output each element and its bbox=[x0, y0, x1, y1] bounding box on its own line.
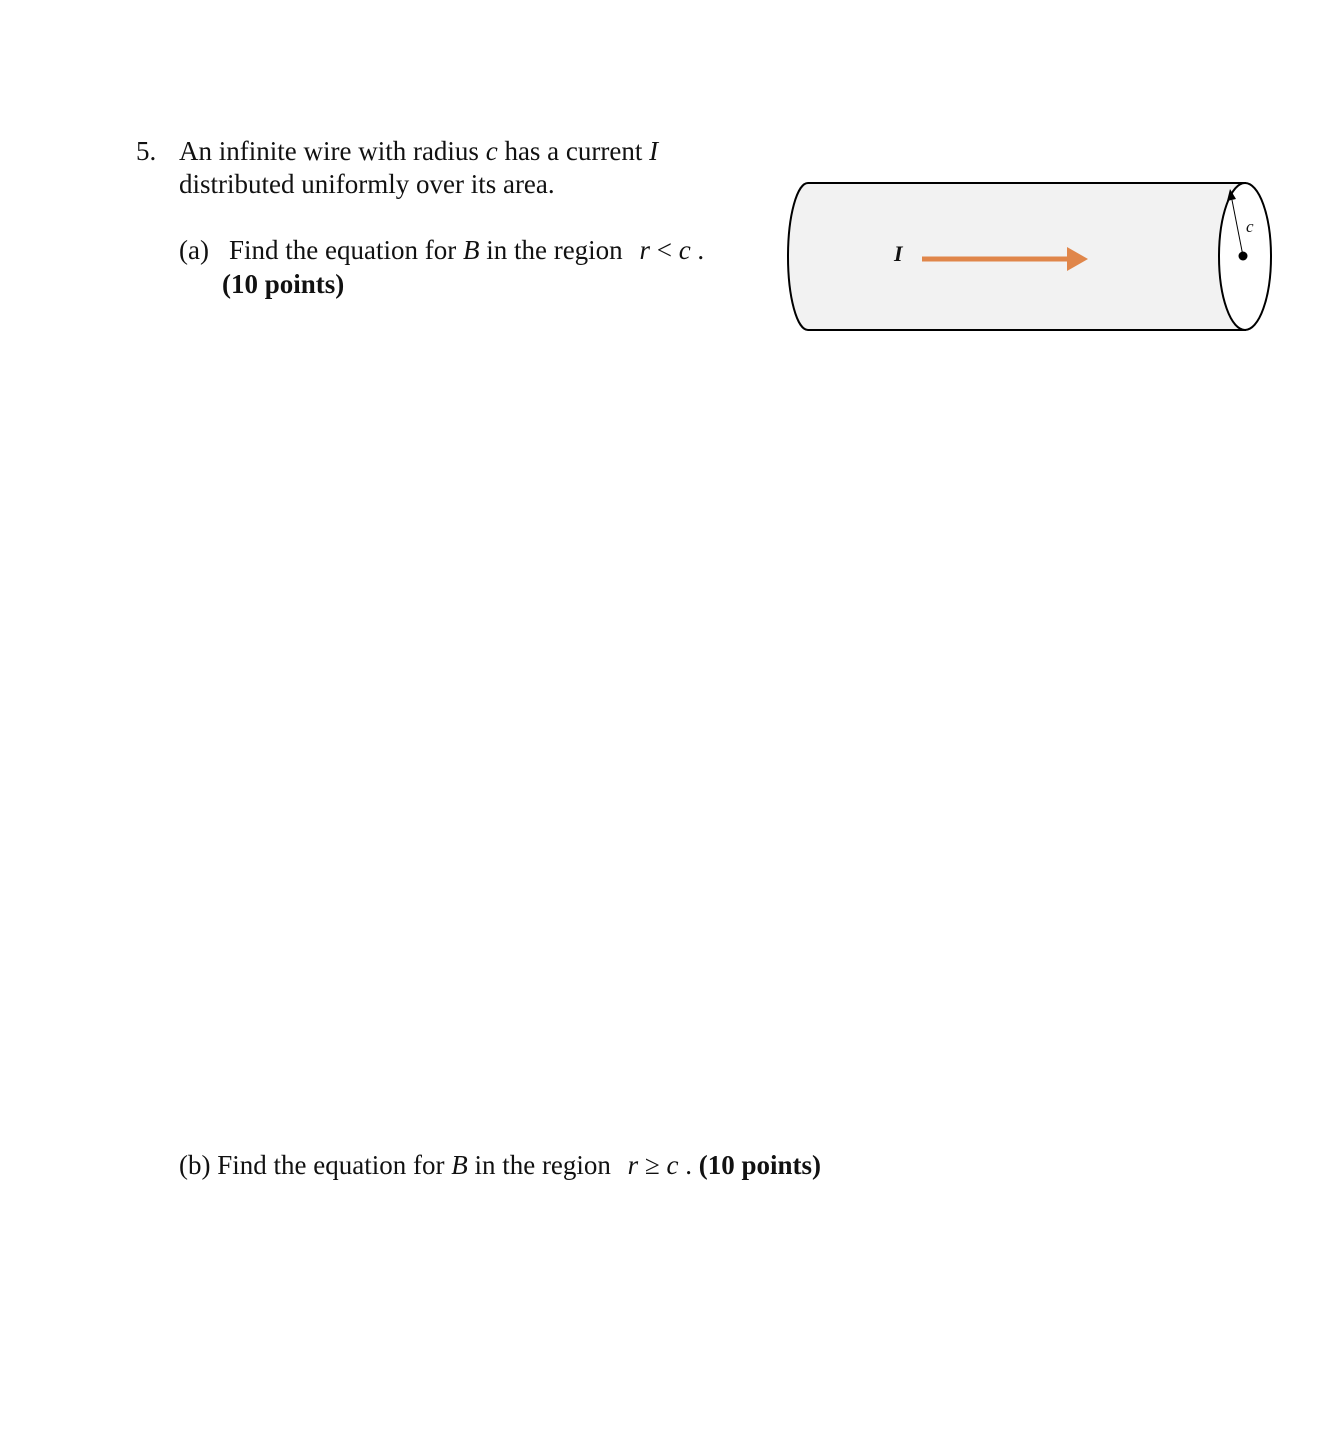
var-B: B bbox=[462, 235, 480, 265]
current-label: I bbox=[894, 241, 903, 266]
var-B: B bbox=[451, 1150, 468, 1180]
part-b-period: . bbox=[678, 1150, 699, 1180]
math-r: r bbox=[639, 235, 650, 265]
math-c: c bbox=[678, 235, 691, 265]
math-less-than: < bbox=[649, 235, 679, 265]
var-c: c bbox=[485, 136, 498, 166]
part-a-label: (a) bbox=[179, 235, 209, 265]
part-a-text-2: in the region bbox=[479, 235, 630, 265]
math-c: c bbox=[666, 1150, 679, 1180]
part-b bbox=[179, 1149, 821, 1182]
part-a-text bbox=[229, 234, 704, 267]
part-b-label: (b) bbox=[179, 1150, 211, 1180]
part-a-period: . bbox=[690, 235, 705, 265]
part-b-text-1: Find the equation for bbox=[210, 1150, 452, 1180]
intro-text-2: has a current bbox=[497, 136, 650, 166]
math-greater-equal: ≥ bbox=[638, 1150, 667, 1180]
question-intro-line-1 bbox=[179, 135, 658, 168]
part-b-text-2: in the region bbox=[467, 1150, 618, 1180]
part-a-points: (10 points) bbox=[222, 269, 345, 299]
center-dot bbox=[1239, 252, 1248, 261]
intro-text-1: An infinite wire with radius bbox=[179, 136, 486, 166]
question-number: 5. bbox=[136, 136, 157, 166]
radius-label: c bbox=[1246, 217, 1254, 236]
wire-cylinder-diagram bbox=[780, 170, 1280, 345]
part-b-points: (10 points) bbox=[698, 1150, 822, 1180]
part-a-text-1: Find the equation for bbox=[229, 235, 463, 265]
var-I: I bbox=[649, 136, 659, 166]
math-r: r bbox=[627, 1150, 639, 1180]
question-intro-line-2: distributed uniformly over its area. bbox=[179, 169, 555, 199]
